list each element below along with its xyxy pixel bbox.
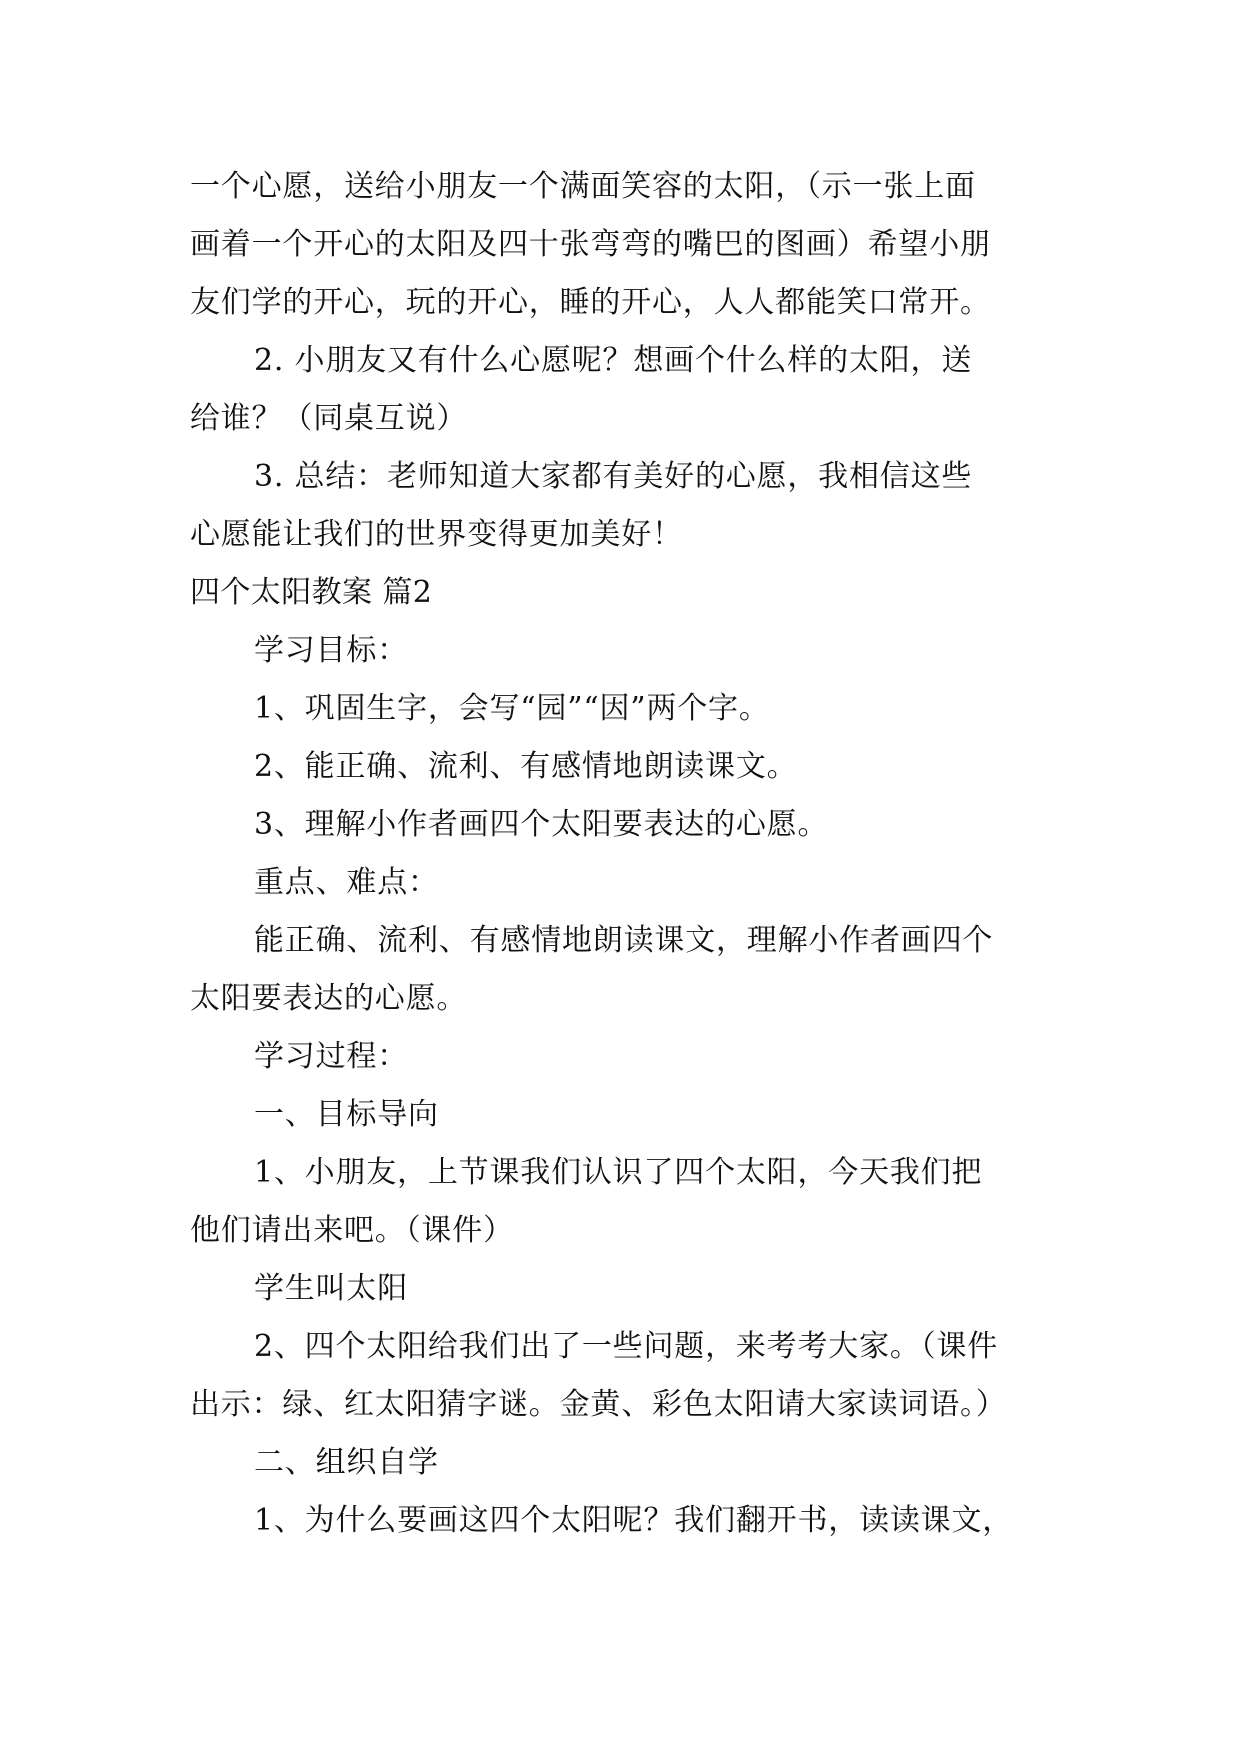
paragraph-line: 太阳要表达的心愿。 — [190, 981, 468, 1016]
paragraph-line: 心愿能让我们的世界变得更加美好！ — [190, 517, 683, 552]
paragraph-line: 1、小朋友，上节课我们认识了四个太阳，今天我们把 — [254, 1155, 983, 1190]
paragraph-line: 一个心愿，送给小朋友一个满面笑容的太阳，（示一张上面 — [190, 169, 976, 204]
subheading-self-study: 二、组织自学 — [254, 1445, 439, 1480]
paragraph-line: 2. 小朋友又有什么心愿呢？想画个什么样的太阳，送 — [254, 343, 973, 378]
goal-item: 3、理解小作者画四个太阳要表达的心愿。 — [254, 807, 829, 842]
paragraph-line: 3. 总结：老师知道大家都有美好的心愿，我相信这些 — [254, 459, 973, 494]
paragraph-line: 画着一个开心的太阳及四十张弯弯的嘴巴的图画）希望小朋 — [190, 227, 991, 262]
paragraph-line: 给谁？（同桌互说） — [190, 401, 468, 436]
paragraph-line: 学生叫太阳 — [254, 1271, 408, 1306]
section-heading: 四个太阳教案 篇2 — [190, 575, 433, 610]
goal-item: 2、能正确、流利、有感情地朗读课文。 — [254, 749, 798, 784]
paragraph-line: 能正确、流利、有感情地朗读课文，理解小作者画四个 — [254, 923, 994, 958]
goal-item: 1、巩固生字，会写“园”“因”两个字。 — [254, 691, 770, 726]
document-body — [190, 158, 1070, 1550]
paragraph-line: 1、为什么要画这四个太阳呢？我们翻开书，读读课文， — [254, 1503, 1014, 1538]
paragraph-line: 他们请出来吧。（课件） — [190, 1213, 514, 1248]
paragraph-line: 友们学的开心，玩的开心，睡的开心，人人都能笑口常开。 — [190, 285, 991, 320]
subheading-learning-goals: 学习目标： — [254, 633, 408, 668]
paragraph-line: 2、四个太阳给我们出了一些问题，来考考大家。（课件 — [254, 1329, 999, 1364]
subheading-goal-guidance: 一、目标导向 — [254, 1097, 439, 1132]
subheading-key-points: 重点、难点： — [254, 865, 439, 900]
paragraph-line: 出示：绿、红太阳猜字谜。金黄、彩色太阳请大家读词语。） — [190, 1387, 1007, 1422]
subheading-learning-process: 学习过程： — [254, 1039, 408, 1074]
